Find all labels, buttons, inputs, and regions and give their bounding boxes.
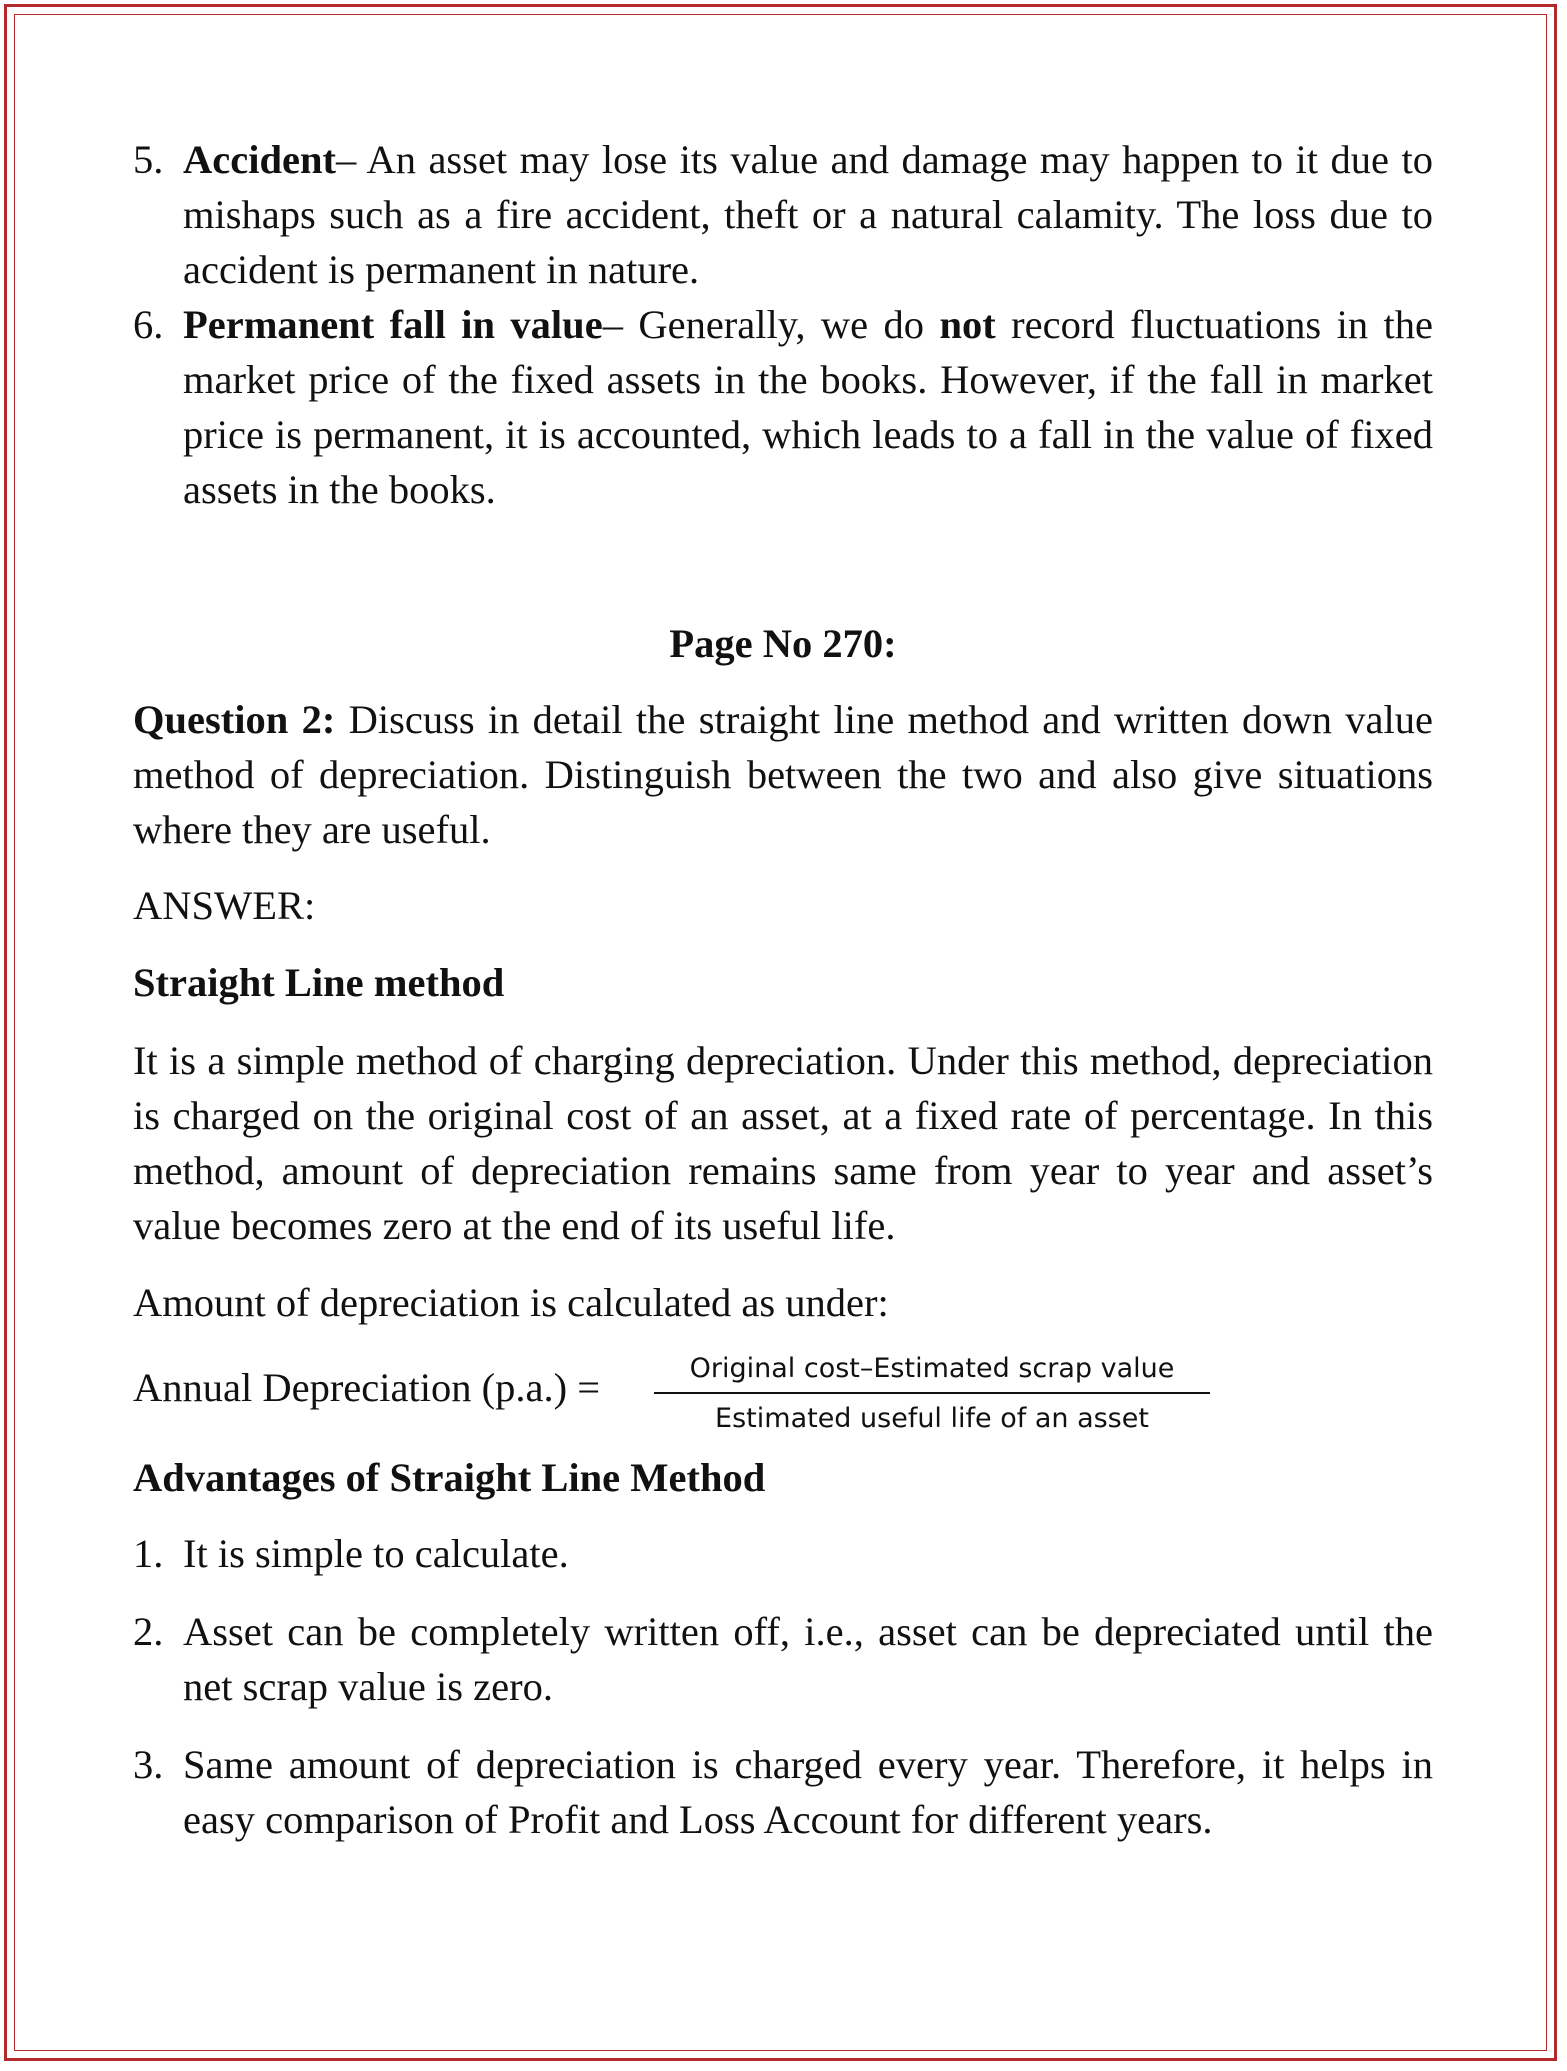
section-heading: Straight Line method	[133, 960, 505, 1005]
list-item-text: Same amount of depreciation is charged every year. Therefore, it helps in easy comparison of Profit and Loss Account for different years.	[183, 1742, 1433, 1842]
section-paragraph: It is a simple method of charging depreciation. Under this method, depreciation is charged on the original cost of an asset, at a fixed rate of percentage. In this method, amount of depreciation remains same from year to year and asset’s value becomes zero at the end of its useful life.	[133, 1038, 1433, 1248]
list-item-number: 6.	[133, 302, 164, 347]
list-item-title: Accident	[183, 137, 336, 182]
list-item-text: Asset can be completely written off, i.e., asset can be depreciated until the net scrap value is zero.	[183, 1609, 1433, 1709]
list-item-number: 1.	[133, 1531, 164, 1576]
list-item-body: record fluctuations in the market price of the fixed assets in the books. However, if the fall in market price is permanent, it is accounted, which leads to a fall in the value of fixed assets in the books.	[183, 302, 1433, 512]
page-content	[133, 132, 1433, 1847]
answer-label: ANSWER:	[133, 883, 316, 928]
formula-label: Annual Depreciation (p.a.) =	[133, 1365, 601, 1410]
formula-numerator: Original cost–Estimated scrap value	[654, 1350, 1210, 1394]
list-item-title: Permanent fall in value	[183, 302, 603, 347]
list-item	[133, 1604, 1433, 1714]
list-item	[133, 132, 1433, 297]
list-item	[133, 1737, 1433, 1847]
formula-fraction	[654, 1350, 1210, 1438]
question-paragraph	[133, 692, 1433, 857]
question-label: Question 2:	[133, 697, 336, 742]
list-item-number: 2.	[133, 1609, 164, 1654]
question-text: Discuss in detail the straight line method and written down value method of depreciation. Distinguish between the two and also give situations where they are useful.	[133, 697, 1433, 852]
advantages-list	[133, 1526, 1433, 1847]
list-item-number: 3.	[133, 1742, 164, 1787]
list-item-body: – Generally, we do	[602, 302, 940, 347]
reasons-list	[133, 132, 1433, 517]
formula-intro: Amount of depreciation is calculated as under:	[133, 1280, 889, 1325]
list-item-text: It is simple to calculate.	[183, 1531, 569, 1576]
list-item-emphasis: not	[939, 302, 996, 347]
list-item-number: 5.	[133, 137, 164, 182]
advantages-heading: Advantages of Straight Line Method	[133, 1455, 766, 1500]
list-item	[133, 1526, 1433, 1581]
formula-denominator: Estimated useful life of an asset	[715, 1403, 1149, 1434]
list-item-body: – An asset may lose its value and damage may happen to it due to mishaps such as a fire accident, theft or a natural calamity. The loss due to accident is permanent in nature.	[183, 137, 1433, 292]
list-item	[133, 297, 1433, 517]
depreciation-formula	[133, 1350, 1433, 1434]
page-number-heading: Page No 270:	[669, 621, 897, 666]
